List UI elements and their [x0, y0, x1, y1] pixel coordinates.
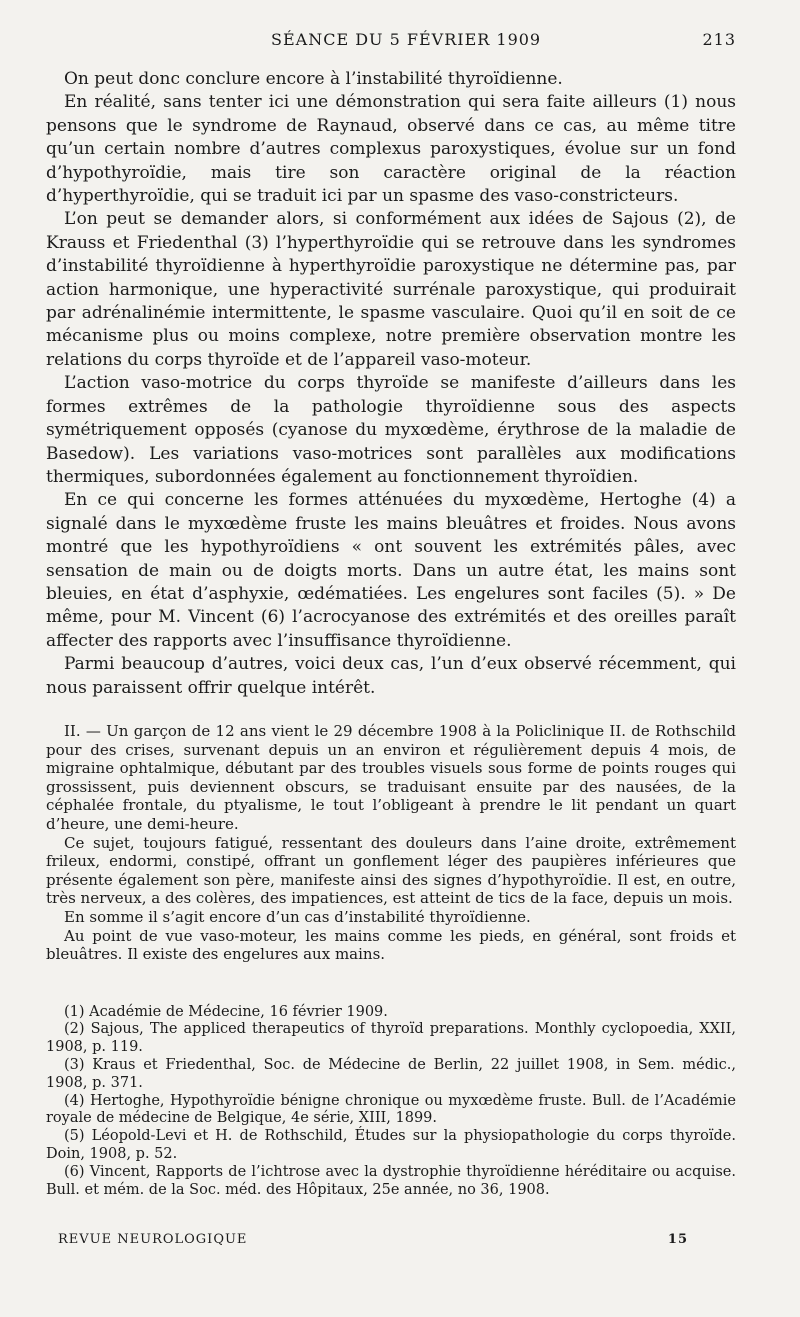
footnotes: [46, 1004, 736, 1200]
footnote: (6) Vincent, Rapports de l’ichtrose avec la dystrophie thyroïdienne héréditaire ou acquise. Bull. et mém. de la Soc. méd. des Hôpitaux, 25e année, no 36, 1908.: [46, 1163, 736, 1198]
paragraph: En réalité, sans tenter ici une démonstration qui sera faite ailleurs (1) nous pensons que le syndrome de Raynaud, observé dans ce cas, au même titre qu’un certain nombre d’autres complexus paroxystiques, évolue sur un fond d’hypothyroïdie, mais tire son caractère original de la réaction d’hyperthyroïdie, qui se traduit ici par un spasme des vaso-constricteurs.: [46, 92, 736, 207]
header-title: SÉANCE DU 5 FÉVRIER 1909: [271, 30, 542, 49]
page-number: 213: [702, 30, 736, 49]
main-text: [46, 68, 736, 700]
paragraph: L’action vaso-motrice du corps thyroïde se manifeste d’ailleurs dans les formes extrêmes de la pathologie thyroïdienne sous des aspects symétriquement opposés (cyanose du myxœdème, érythrose de la maladie de Basedow). Les variations vaso-motrices sont parallèles aux modifications thermiques, subordonnées également au fonctionnement thyroïdien.: [46, 373, 736, 487]
case-report: [46, 722, 736, 964]
running-header: [46, 30, 736, 58]
footnote: (2) Sajous, The appliced therapeutics of thyroïd preparations. Monthly cyclopoedia, XXII, 1908, p. 119.: [46, 1021, 736, 1056]
footnote: (3) Kraus et Friedenthal, Soc. de Médecine de Berlin, 22 juillet 1908, in Sem. médic., 1908, p. 371.: [46, 1057, 736, 1091]
footnote: (1) Académie de Médecine, 16 février 1909.: [64, 1003, 388, 1020]
paragraph: L’on peut se demander alors, si conformément aux idées de Sajous (2), de Krauss et Friedenthal (3) l’hyperthyroïdie qui se retrouve dans les syndromes d’instabilité thyroïdienne à hyperthyroïdie paroxystique ne détermine pas, par action harmonique, une hyperactivité surrénale paroxystique, qui produirait par adrénalinémie intermittente, le spasme vasculaire. Quoi qu’il en soit de ce mécanisme plus ou moins complexe, notre première observation montre les relations du corps thyroïde et de l’appareil vaso-moteur.: [46, 209, 736, 370]
journal-name: REVUE NEUROLOGIQUE: [58, 1232, 248, 1247]
paragraph: En ce qui concerne les formes atténuées du myxœdème, Hertoghe (4) a signalé dans le myxœdème fruste les mains bleuâtres et froides. Nous avons montré que les hypothyroïdiens « ont souvent les extrémités pâles, avec sensation de main ou de doigts morts. Dans un autre état, les mains sont bleuies, en état d’asphyxie, œdématiées. Les engelures sont faciles (5). » De même, pour M. Vincent (6) l’acrocyanose des extrémités et des oreilles paraît affecter des rapports avec l’insuffisance thyroïdienne.: [46, 490, 736, 651]
paragraph: Parmi beaucoup d’autres, voici deux cas, l’un d’eux observé récemment, qui nous paraissent offrir quelque intérêt.: [46, 654, 736, 698]
footnote: (4) Hertoghe, Hypothyroïdie bénigne chronique ou myxœdème fruste. Bull. de l’Académie royale de médecine de Belgique, 4e série, XIII, 1899.: [46, 1092, 736, 1127]
case-paragraph: II. — Un garçon de 12 ans vient le 29 décembre 1908 à la Policlinique II. de Rothschild pour des crises, survenant depuis un an environ et régulièrement depuis 4 mois, de migraine ophtalmique, débutant par des troubles visuels sous forme de points rouges qui grossissent, puis deviennent obscurs, se traduisant ensuite par des nausées, de la céphalée frontale, du ptyalisme, le tout l’obligeant à prendre le lit pendant un quart d’heure, une demi-heure.: [46, 721, 736, 833]
case-paragraph: Ce sujet, toujours fatigué, ressentant des douleurs dans l’aine droite, extrêmement frileux, endormi, constipé, offrant un gonflement léger des paupières inférieures que présente également son père, manifeste ainsi des signes d’hypothyroïdie. Il est, en outre, très nerveux, a des colères, des impatiences, est atteint de tics de la face, depuis un mois.: [46, 833, 736, 908]
sheet-number: 15: [667, 1232, 688, 1247]
page: [46, 30, 736, 1199]
footnote: (5) Léopold-Levi et H. de Rothschild, Études sur la physiopathologie du corps thyroïde. Doin, 1908, p. 52.: [46, 1128, 736, 1163]
case-paragraph: Au point de vue vaso-moteur, les mains comme les pieds, en général, sont froids et bleuâtres. Il existe des engelures aux mains.: [46, 926, 736, 964]
paragraph: On peut donc conclure encore à l’instabilité thyroïdienne.: [64, 69, 563, 89]
case-paragraph: En somme il s’agit encore d’un cas d’instabilité thyroïdienne.: [64, 907, 531, 926]
